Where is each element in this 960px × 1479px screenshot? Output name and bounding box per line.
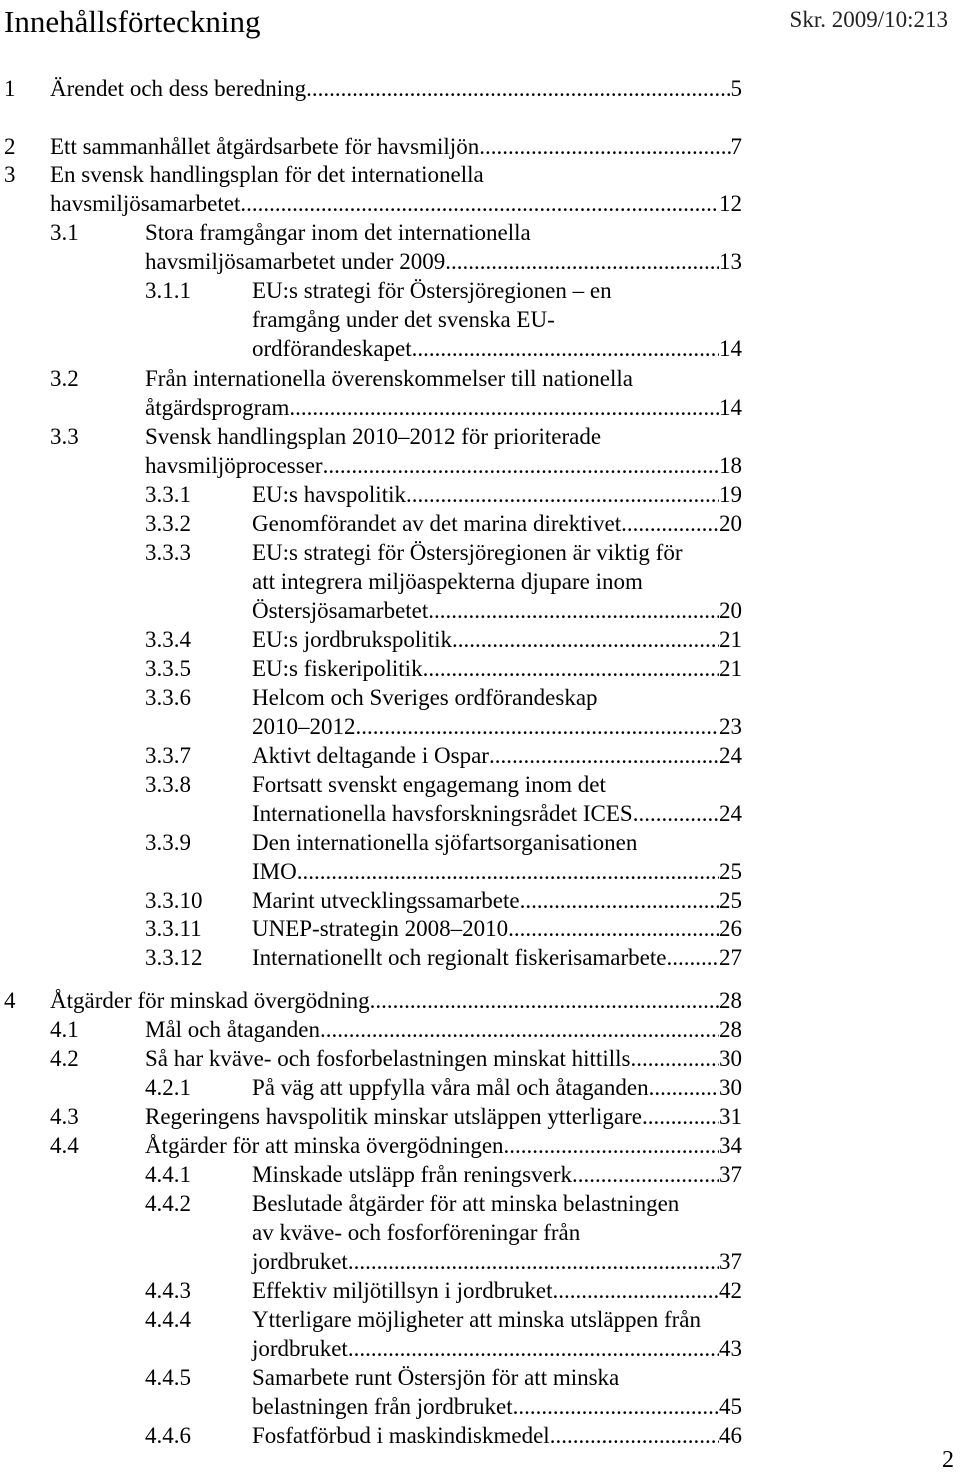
toc-entry-number: 3.3.2 — [145, 511, 191, 536]
toc-entry-title — [252, 943, 742, 972]
toc-entry-title — [252, 1421, 742, 1450]
toc-entry-title-line: Åtgärder för minskad övergödning — [50, 988, 370, 1013]
toc-entry-title — [252, 1276, 742, 1305]
toc-entry-title — [50, 132, 742, 161]
toc-entry-title-line: Genomförandet av det marina direktivet — [252, 511, 622, 536]
toc-entry-title-line: EU:s jordbrukspolitik — [252, 627, 452, 652]
toc-entry-title-line: Östersjösamarbetet — [252, 598, 429, 623]
dot-leader — [323, 451, 719, 480]
toc-entry-number: 3.3.11 — [145, 916, 202, 941]
dot-leader — [642, 1102, 719, 1131]
toc-entry-page: 20 — [719, 598, 742, 623]
dot-leader — [504, 1131, 719, 1160]
dot-leader — [552, 1276, 719, 1305]
toc-entry-page: 5 — [730, 76, 742, 101]
toc-entry-page: 14 — [719, 336, 742, 361]
toc-entry-title-line: Regeringens havspolitik minskar utsläppen ytterligare — [145, 1104, 642, 1129]
toc-entry-title — [145, 1044, 742, 1073]
dot-leader — [297, 857, 719, 886]
toc-entry-title-line: Samarbete runt Östersjön för att minska — [252, 1365, 620, 1390]
toc-entry-title — [252, 625, 742, 654]
toc-entry-title — [145, 1015, 742, 1044]
toc-entry-title-line: Beslutade åtgärder för att minska belastningen — [252, 1191, 680, 1216]
toc-entry-page: 34 — [719, 1133, 742, 1158]
toc-entry-page: 26 — [719, 916, 742, 941]
toc-entry-title-line: Minskade utsläpp från reningsverk — [252, 1162, 573, 1187]
toc-entry-page: 37 — [719, 1162, 742, 1187]
toc-entry-title-line: Aktivt deltagande i Ospar — [252, 743, 489, 768]
toc-entry-page: 24 — [719, 743, 742, 768]
dot-leader — [572, 1160, 719, 1189]
toc-entry-number: 4.1 — [50, 1017, 79, 1042]
toc-entry-title — [252, 1189, 742, 1276]
toc-entry-title — [50, 74, 742, 103]
toc-entry-title — [252, 480, 742, 509]
toc-entry-title-line: EU:s havspolitik — [252, 482, 406, 507]
toc-entry-title — [50, 986, 742, 1015]
toc-entry-title-line: Effektiv miljötillsyn i jordbruket — [252, 1278, 553, 1303]
toc-entry-page: 30 — [719, 1046, 742, 1071]
toc-entry-title — [145, 1131, 742, 1160]
toc-entry-number: 4.4.5 — [145, 1365, 191, 1390]
toc-entry-title-line: Den internationella sjöfartsorganisationen — [252, 830, 638, 855]
toc-entry-title — [145, 218, 742, 276]
dot-leader — [489, 741, 719, 770]
toc-entry-number: 1 — [4, 76, 16, 101]
toc-entry-number: 4.4 — [50, 1133, 79, 1158]
dot-leader — [479, 132, 730, 161]
toc-entry-title — [145, 422, 742, 480]
toc-entry-title-line: Ett sammanhållet åtgärdsarbete för havsmiljön — [50, 134, 480, 159]
toc-entry-title-line: Mål och åtaganden — [145, 1017, 320, 1042]
toc-entry-number: 3.1.1 — [145, 278, 191, 303]
toc-entry-page: 27 — [719, 945, 742, 970]
toc-entry-page: 28 — [719, 988, 742, 1013]
toc-entry-number: 4 — [4, 988, 16, 1013]
toc-entry-number: 3 — [4, 162, 16, 187]
toc-entry-number: 4.4.1 — [145, 1162, 191, 1187]
toc-entry-title-line: åtgärdsprogram — [145, 395, 290, 420]
dot-leader — [550, 1421, 719, 1450]
toc-entry-title-line: Åtgärder för att minska övergödningen — [145, 1133, 504, 1158]
toc-entry-page: 12 — [719, 191, 742, 216]
toc-entry-title — [252, 1160, 742, 1189]
dot-leader — [240, 189, 719, 218]
toc-entry-title-line: IMO — [252, 859, 297, 884]
dot-leader — [412, 334, 719, 363]
toc-entry-page: 13 — [719, 249, 742, 274]
dot-leader — [406, 480, 719, 509]
toc-entry-title — [252, 886, 742, 915]
toc-entry-title-line: av kväve- och fosforföreningar från — [252, 1220, 581, 1245]
toc-entry-title-line: Marint utvecklingssamarbete — [252, 888, 520, 913]
toc-entry-title-line: jordbruket — [252, 1336, 348, 1361]
dot-leader — [356, 712, 720, 741]
dot-leader — [520, 886, 719, 915]
toc-entry-title — [145, 1102, 742, 1131]
dot-leader — [621, 509, 719, 538]
toc-entry-page: 24 — [719, 801, 742, 826]
toc-entry-title-line: havsmiljöprocesser — [145, 453, 323, 478]
toc-entry-number: 3.3.10 — [145, 888, 203, 913]
toc-entry-number: 3.3.5 — [145, 656, 191, 681]
toc-entry-title-line: 2010–2012 — [252, 714, 356, 739]
toc-entry-title — [252, 770, 742, 828]
toc-entry-title — [252, 1363, 742, 1421]
toc-entry-page: 31 — [719, 1104, 742, 1129]
toc-entry-title-line: EU:s fiskeripolitik — [252, 656, 423, 681]
toc-entry-number: 3.3.8 — [145, 772, 191, 797]
toc-entry-title-line: Från internationella överenskommelser till nationella — [145, 366, 633, 391]
toc-entry-title-line: Stora framgångar inom det internationella — [145, 220, 531, 245]
toc-entry-number: 3.3.6 — [145, 685, 191, 710]
toc-entry-number: 4.2.1 — [145, 1075, 191, 1100]
toc-entry-title — [252, 509, 742, 538]
dot-leader — [370, 986, 719, 1015]
dot-leader — [508, 914, 719, 943]
toc-entry-title-line: EU:s strategi för Östersjöregionen är viktig för — [252, 540, 683, 565]
toc-entry-title-line: EU:s strategi för Östersjöregionen – en — [252, 278, 612, 303]
toc-entry-number: 4.3 — [50, 1104, 79, 1129]
toc-entry-title-line: jordbruket — [252, 1249, 348, 1274]
toc-entry-title-line: framgång under det svenska EU- — [252, 307, 555, 332]
dot-leader — [428, 596, 719, 625]
toc-entry-number: 3.2 — [50, 366, 79, 391]
toc-entry-page: 45 — [719, 1394, 742, 1419]
dot-leader — [306, 74, 730, 103]
toc-entry-page: 25 — [719, 859, 742, 884]
dot-leader — [320, 1015, 719, 1044]
toc-entry-number: 3.1 — [50, 220, 79, 245]
document-reference: Skr. 2009/10:213 — [789, 7, 948, 32]
toc-entry-title — [252, 741, 742, 770]
toc-entry-page: 43 — [719, 1336, 742, 1361]
toc-entry-page: 7 — [730, 134, 742, 159]
toc-entry-title — [252, 1305, 742, 1363]
dot-leader — [649, 1073, 719, 1102]
toc-entry-page: 21 — [719, 656, 742, 681]
dot-leader — [451, 247, 719, 276]
toc-entry-title — [252, 654, 742, 683]
toc-entry-title — [252, 538, 742, 625]
toc-entry-title-line: ordförandeskapet — [252, 336, 412, 361]
toc-entry-title — [252, 276, 742, 363]
toc-entry-number: 4.4.4 — [145, 1307, 191, 1332]
toc-entry-title-line: Ärendet och dess beredning — [50, 76, 307, 101]
toc-entry-page: 21 — [719, 627, 742, 652]
dot-leader — [666, 943, 719, 972]
toc-entry-title-line: UNEP-strategin 2008–2010 — [252, 916, 509, 941]
toc-entry-number: 3.3 — [50, 424, 79, 449]
toc-entry-number: 4.4.3 — [145, 1278, 191, 1303]
dot-leader — [423, 654, 719, 683]
toc-entry-number: 3.3.4 — [145, 627, 191, 652]
toc-entry-page: 14 — [719, 395, 742, 420]
toc-entry-page: 25 — [719, 888, 742, 913]
toc-entry-title-line: Fortsatt svenskt engagemang inom det — [252, 772, 606, 797]
toc-entry-title-line: havsmiljösamarbetet — [50, 191, 241, 216]
toc-entry-title-line: Fosfatförbud i maskindiskmedel — [252, 1423, 550, 1448]
toc-entry-title-line: Svensk handlingsplan 2010–2012 för prioriterade — [145, 424, 602, 449]
dot-leader — [630, 1044, 719, 1073]
toc-entry-page: 23 — [719, 714, 742, 739]
toc-entry-page: 19 — [719, 482, 742, 507]
toc-entry-page: 30 — [719, 1075, 742, 1100]
toc-entry-number: 2 — [4, 134, 16, 159]
toc-entry-title-line: belastningen från jordbruket — [252, 1394, 513, 1419]
toc-entry-title-line: Internationella havsforskningsrådet ICES — [252, 801, 633, 826]
page-number: 2 — [942, 1447, 954, 1473]
toc-entry-number: 4.2 — [50, 1046, 79, 1071]
toc-entry-number: 3.3.3 — [145, 540, 191, 565]
toc-entry-number: 4.4.2 — [145, 1191, 191, 1216]
toc-entry-title — [145, 364, 742, 422]
toc-entry-title — [252, 683, 742, 741]
toc-entry-title — [252, 914, 742, 943]
toc-entry-title — [252, 828, 742, 886]
toc-entry-page: 18 — [719, 453, 742, 478]
toc-entry-page: 46 — [719, 1423, 742, 1448]
toc-entry-number: 3.3.7 — [145, 743, 191, 768]
toc-entry-number: 4.4.6 — [145, 1423, 191, 1448]
dot-leader — [633, 799, 719, 828]
toc-entry-title-line: Internationellt och regionalt fiskerisamarbete — [252, 945, 667, 970]
toc-entry-title-line: att integrera miljöaspekterna djupare inom — [252, 569, 643, 594]
toc-entry-number: 3.3.9 — [145, 830, 191, 855]
toc-entry-title — [252, 1073, 742, 1102]
toc-entry-page: 42 — [719, 1278, 742, 1303]
dot-leader — [289, 393, 719, 422]
toc-entry-title-line: Så har kväve- och fosforbelastningen minskat hittills — [145, 1046, 631, 1071]
toc-entry-number: 3.3.1 — [145, 482, 191, 507]
toc-entry-title-line: På väg att uppfylla våra mål och åtaganden — [252, 1075, 649, 1100]
dot-leader — [348, 1247, 719, 1276]
dot-leader — [348, 1334, 719, 1363]
toc-entry-title-line: Helcom och Sveriges ordförandeskap — [252, 685, 598, 710]
document-title: Innehållsförteckning — [4, 4, 261, 39]
toc-entry-title — [50, 160, 742, 218]
toc-entry-page: 20 — [719, 511, 742, 536]
toc-entry-number: 3.3.12 — [145, 945, 203, 970]
dot-leader — [513, 1392, 719, 1421]
toc-entry-title-line: En svensk handlingsplan för det internationella — [50, 162, 484, 187]
toc-entry-page: 28 — [719, 1017, 742, 1042]
dot-leader — [452, 625, 719, 654]
toc-entry-page: 37 — [719, 1249, 742, 1274]
toc-entry-title-line: havsmiljösamarbetet under 2009. — [145, 249, 451, 274]
toc-entry-title-line: Ytterligare möjligheter att minska utsläppen från — [252, 1307, 701, 1332]
